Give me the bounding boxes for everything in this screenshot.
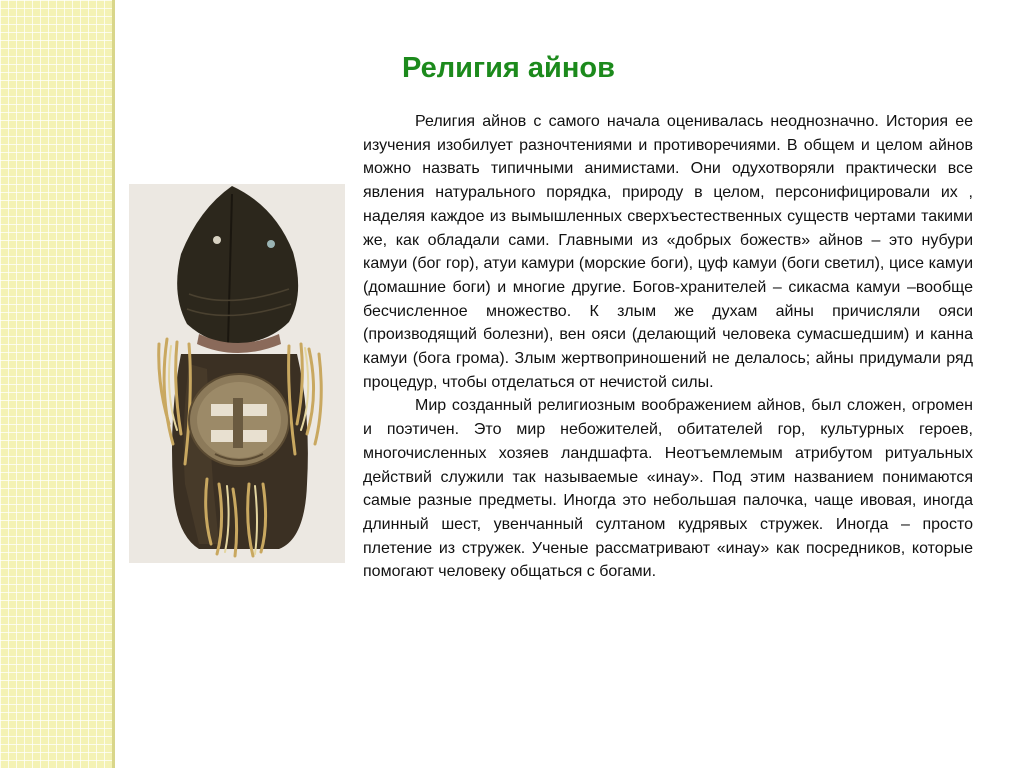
paragraph-1: Религия айнов с самого начала оценивалась неоднозначно. История ее изучения изобилует разночтениями и противоречиями. В общем и целом айнов можно назвать типичными анимистами. Они одухотворяли практически все явления натурального порядка, природу в целом, персонифицировали их , наделяя каждое из вымышленных сверхъестественных существ чертами такими же, как обладали сами. Главными из «добрых божеств» айнов – это нубури камуи (бог гор), атуи камури (морские боги), цуф камуи (боги светил), цисе камуи (домашние боги) и многие другие. Богов-хранителей – сикасма камуи –вообще бесчисленное множество. К злым же духам айны причисляли ояси (производящий болезни), вен ояси (делающий человека сумасшедшим) и канна камуи (бога грома). Злым жертвоприношений не делалось; айны придумали ряд процедур, чтобы отделаться от нечистой силы.: [363, 113, 973, 391]
body-text: [363, 110, 973, 584]
decorative-side-strip: [0, 0, 112, 768]
ainu-figure-illustration: [129, 184, 345, 563]
side-strip-border: [112, 0, 115, 768]
slide-title: Религия айнов: [402, 52, 615, 84]
ainu-figure-photo: [129, 184, 345, 563]
paragraph-2: Мир созданный религиозным воображением айнов, был сложен, огромен и поэтичен. Это мир небожителей, обитателей гор, культурных героев, многочисленных хозяев ландшафта. Неотъемлемым атрибутом ритуальных действий служили так называемые «инау». Под этим названием понимаются самые разные предметы. Иногда это небольшая палочка, чаще ивовая, иногда длинный шест, увенчанный султаном кудрявых стружек. Иногда – просто плетение из стружек. Ученые рассматривают «инау» как посредников, которые помогают человеку общаться с богами.: [363, 397, 973, 581]
